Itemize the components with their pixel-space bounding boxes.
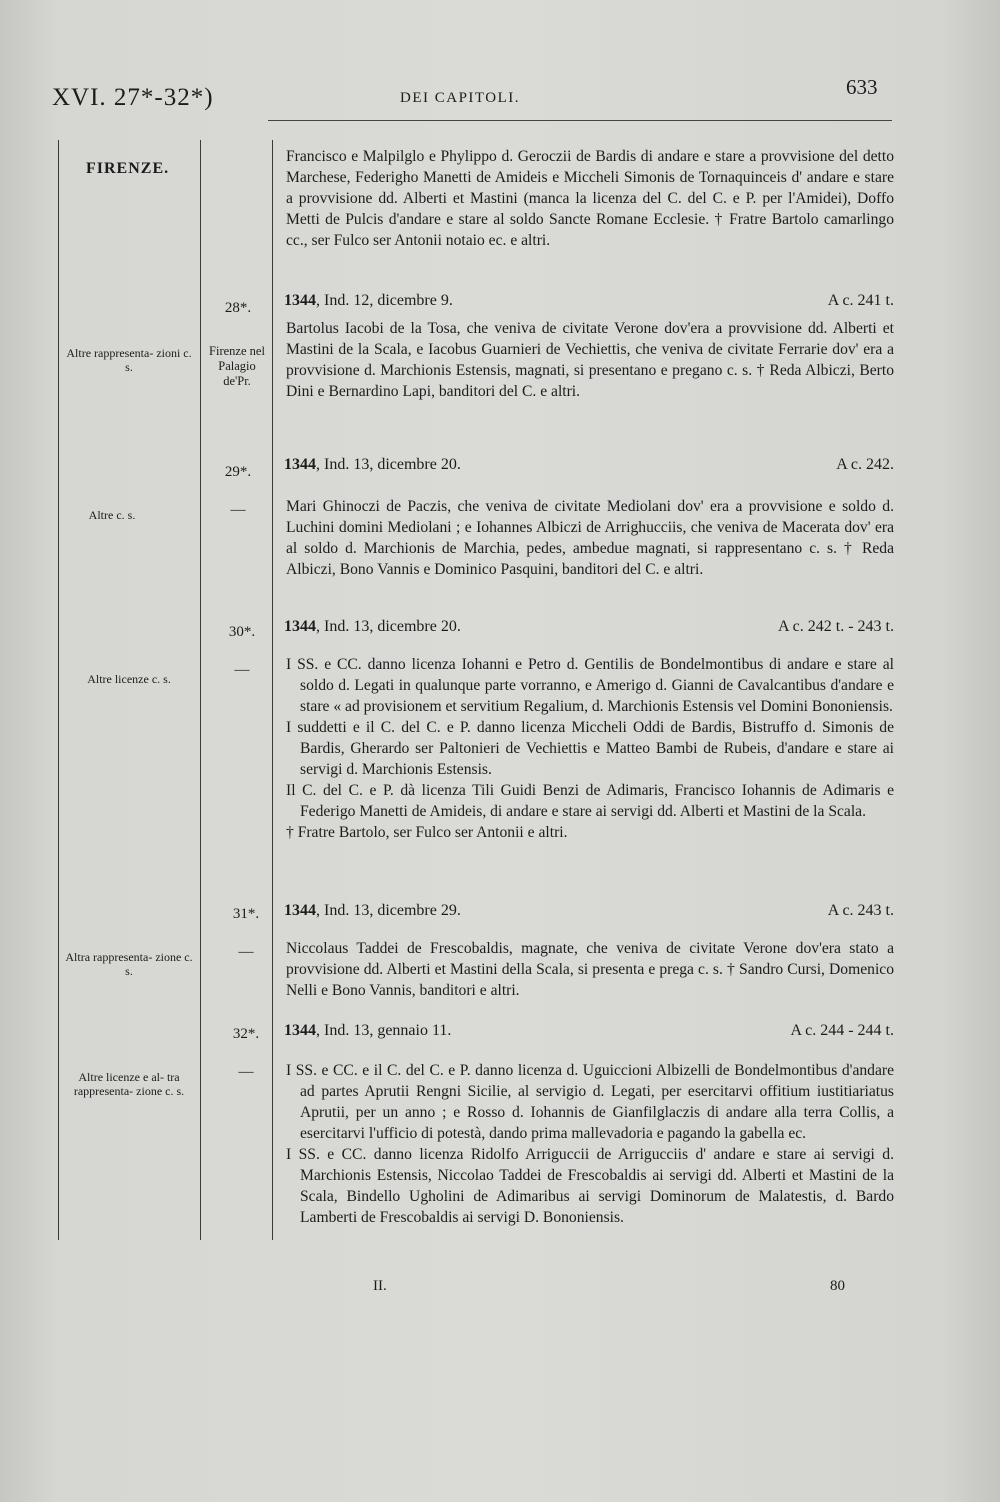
entry-paragraph: I suddetti e il C. del C. e P. danno licenza Miccheli Oddi de Bardis, Bistruffo d. Simonis de Bardis, Gherardo ser Paltonieri de Vechiettis e Matteo Bambi de Rubeis, d'andare e stare ai servigi d. Marchionis Estensis. [286,719,894,778]
entry-date: , Ind. 13, dicembre 20. [316,618,461,635]
entry-paragraph: Mari Ghinoczi de Paczis, che veniva de civitate Mediolani dov' era a provvisione e soldo d. Luchini domini Mediolani ; e Iohannes Albiczi de Arrighucciis, che veniva de Macerata dov' era al soldo d. Marchionis de Marchia, pedes, ambedue magnati, si rappresentano c. s. † Reda Albiczi, Bono Vannis e Dominico Pasquini, banditori del C. e altri. [286,498,894,578]
entry-body [286,318,894,402]
margin-note: Altre licenze e al- tra rappresenta- zione c. s. [73,1070,185,1098]
entry-reference: A c. 242 t. - 243 t. [778,618,894,635]
entry-reference: A c. 243 t. [827,902,894,919]
entry-number: 29*. [224,464,252,480]
entry-paragraph: Niccolaus Taddei de Frescobaldis, magnate, che veniva de civitate Verone dov'era stato a provvisione dd. Alberti et Mastini della Scala, si presenta e prega c. s. † Sandro Cursi, Domenico Nelli e Bono Vannis, banditori e altri. [286,940,894,999]
entry-date: , Ind. 13, dicembre 20. [316,456,461,473]
entry-year: 1344 [284,618,316,635]
header-title: DEI CAPITOLI. [400,90,521,106]
entry-number: 32*. [232,1026,260,1042]
entry-heading [284,456,894,474]
page-number: 633 [846,75,878,99]
entry-body [286,496,894,580]
left-column-rule [58,140,59,1240]
entry-heading [284,1022,894,1040]
entry-paragraph: I SS. e CC. e il C. del C. e P. danno licenza d. Uguiccioni Albizelli de Bondelmontibus d'andare ad partes Aprutii Rengni Sicilie, al servigio d. Legati, per esercitarvi offitium iustitiariatus Aprutii, per un anno ; e Rosso d. Iohannis de Gianfilglaczis di andare alla terra Collis, a esercitarvi l'ufficio di potestà, dando prima mallevadoria e pagando la gabella ec. [286,1062,894,1142]
entry-heading [284,618,894,636]
entry-paragraph: Il C. del C. e P. dà licenza Tili Guidi Benzi de Adimaris, Francisco Iohannis de Adimaris e Federigo Manetti de Amideis, di andare e stare ai servigi dd. Alberti et Mastini de la Scala. [286,782,894,820]
margin-note: Altre c. s. [88,508,136,522]
header-section-ref: XVI. 27*-32*) [52,84,214,111]
entry-place: — [238,944,254,960]
header-rule [268,120,892,121]
entry-place: — [230,502,246,518]
entry-place: — [234,662,250,678]
entry-number: 31*. [232,906,260,922]
entry-paragraph: I SS. e CC. danno licenza Ridolfo Arriguccii de Arrigucciis d' andare e stare ai servigi d. Marchionis Estensis, Niccolao Taddei de Frescobaldis ai servigi dd. Alberti et Mastini de la Scala, Bindello Ugholini de Adimaribus ai servigi Dominorum de Malatestis, d. Bardo Lamberti de Frescobaldis ai servigi D. Bononiensis. [286,1146,894,1226]
margin-column-rule [200,140,201,1240]
entry-heading [284,292,894,310]
margin-note: Altre rappresenta- zioni c. s. [66,346,192,374]
entry-reference: A c. 241 t. [827,292,894,309]
entry-year: 1344 [284,456,316,473]
entry-paragraph: Bartolus Iacobi de la Tosa, che veniva de civitate Verone dov'era a provvisione dd. Alberti et Mastini de la Scala, e Iacobus Guarnieri de Vechiettis, che veniva de civitate Ferrarie dov' era a provvisione d. Marchionis Estensis, magnati, si presentano e pregano c. s. † Reda Albiczi, Berto Dini e Bernardino Lapi, banditori del C. e altri. [286,320,894,400]
entry-year: 1344 [284,902,316,919]
margin-note: Altra rappresenta- zione c. s. [65,950,193,978]
entry-reference: A c. 242. [836,456,894,473]
section-title: FIRENZE. [86,160,170,177]
footer-signature: II. [373,1278,387,1294]
entry-number: 28*. [224,300,252,316]
entry-paragraph: I SS. e CC. danno licenza Iohanni e Petro d. Gentilis de Bondelmontibus di andare e stare al soldo d. Legati in qualunque parte vorranno, e Amerigo d. Gianni de Cavalcantibus d'andare e stare « ad provisionem et servitium Regalium, d. Marchionis Estensis vel Domini Bononiensis. [286,656,894,715]
margin-note: Altre licenze c. s. [87,672,171,686]
entry-date: , Ind. 13, gennaio 11. [316,1022,452,1039]
entry-paragraph: † Fratre Bartolo, ser Fulco ser Antonii e altri. [286,824,568,841]
intro-paragraph [286,146,894,251]
entry-place: — [238,1064,254,1080]
entry-reference: A c. 244 - 244 t. [790,1022,894,1039]
entry-body [286,654,894,843]
entry-place: Firenze nel Palagio de'Pr. [209,344,265,388]
entry-body [286,938,894,1001]
entry-date: , Ind. 12, dicembre 9. [316,292,453,309]
entry-heading [284,902,894,920]
entry-date: , Ind. 13, dicembre 29. [316,902,461,919]
footer-sheet-number: 80 [830,1278,845,1294]
entry-number: 30*. [228,624,256,640]
intro-text: Francisco e Malpilglo e Phylippo d. Geroczii de Bardis di andare e stare a provvisione del detto Marchese, Federigho Manetti de Amideis e Miccheli Simonis de Tornaquinceis d' andare e stare a provvisione dd. Alberti et Mastini (manca la licenza del C. del C. e P. per l'Amidei), Doffo Metti de Pulcis d'andare e stare al soldo Sancte Romane Ecclesie. † Fratre Bartolo camarlingo cc., ser Fulco ser Antonii notaio ec. e altri. [286,148,894,249]
entry-body [286,1060,894,1228]
entry-year: 1344 [284,292,316,309]
entry-year: 1344 [284,1022,316,1039]
